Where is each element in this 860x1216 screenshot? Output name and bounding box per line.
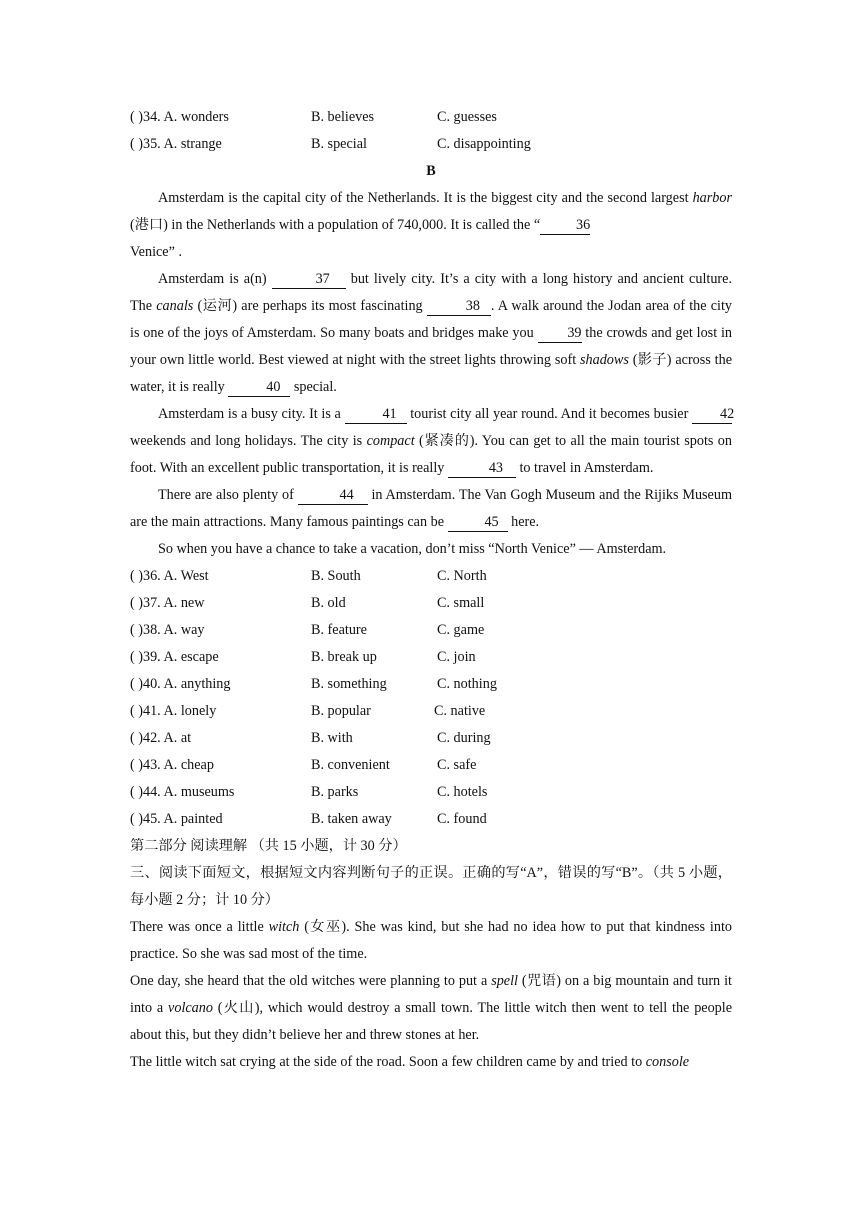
question-stem: ( )41. A. lonely: [130, 703, 217, 719]
text: the crowds and get lost in your own little world. Best viewed at night with the street lights throwing soft: [130, 325, 732, 368]
italic-term: console: [645, 1054, 690, 1070]
blank-45: 45: [448, 513, 508, 532]
italic-term: canals: [156, 298, 194, 314]
question-stem: ( )37. A. new: [130, 595, 205, 611]
option-c: C. found: [437, 811, 487, 827]
italic-term: spell: [491, 973, 518, 989]
option-b: B. South: [311, 568, 361, 584]
text: (紧凑的). You can get to all the main tourist spots on foot. With an excellent public transportation, it is really: [130, 433, 732, 476]
mc-options-part2: [130, 563, 732, 833]
option-c: C. during: [437, 730, 491, 746]
option-c: C. safe: [437, 757, 477, 773]
italic-term: shadows: [580, 352, 629, 368]
question-stem: ( )43. A. cheap: [130, 757, 214, 773]
question-38: [130, 617, 732, 644]
option-b: B. special: [311, 136, 367, 152]
instruction-text: 三、阅读下面短文，根据短文内容判断句子的正误。正确的写“A”，错误的写“B”。（共 5 小题，每小题 2 分；计 10 分）: [130, 865, 732, 908]
part-two-title: 第二部分 阅读理解 （共 15 小题，计 30 分）: [130, 838, 407, 854]
passage-paragraph-1: [130, 185, 732, 266]
blank-39: 39: [538, 324, 582, 343]
option-c: C. native: [434, 703, 486, 719]
text: Amsterdam is the capital city of the Netherlands. It is the biggest city and the second largest: [158, 190, 693, 206]
option-c: C. nothing: [437, 676, 497, 692]
text: to travel in Amsterdam.: [515, 460, 654, 476]
question-42: [130, 725, 732, 752]
question-34: [130, 104, 732, 131]
text: but lively city. It’s a city with a long history and ancient culture. The: [130, 271, 732, 314]
reading-story: [130, 914, 732, 1076]
passage-paragraph-3: [130, 401, 735, 482]
text: (女巫). She was kind, but she had no idea how to put that kindness into practice. So she was sad most of the time.: [130, 919, 732, 962]
option-c: C. disappointing: [437, 136, 531, 152]
question-40: [130, 671, 732, 698]
text: here.: [507, 514, 540, 530]
option-b: B. convenient: [311, 757, 390, 773]
section-b-heading: B: [426, 163, 436, 179]
question-43: [130, 752, 732, 779]
option-b: B. feature: [311, 622, 367, 638]
question-39: [130, 644, 732, 671]
question-45: [130, 806, 732, 833]
question-stem: ( )38. A. way: [130, 622, 205, 638]
question-36: [130, 563, 732, 590]
question-stem: ( )45. A. painted: [130, 811, 223, 827]
question-35: [130, 131, 732, 158]
text: (火山), which would destroy a small town. The little witch then went to tell the people about this, but they didn’t believe her and threw stones at her.: [130, 1000, 733, 1043]
text: The little witch sat crying at the side of the road. Soon a few children came by and tried to: [130, 1054, 646, 1070]
option-b: B. taken away: [311, 811, 392, 827]
text: weekends and long holidays. The city is: [130, 433, 367, 449]
blank-41: 41: [345, 405, 407, 424]
text: tourist city all year round. And it becomes busier: [406, 406, 692, 422]
italic-term: harbor: [692, 190, 732, 206]
passage-paragraph-5: So when you have a chance to take a vacation, don’t miss “North Venice” — Amsterdam.: [158, 541, 667, 557]
option-c: C. North: [437, 568, 487, 584]
question-stem: ( )44. A. museums: [130, 784, 235, 800]
italic-term: witch: [268, 919, 300, 935]
blank-38: 38: [427, 297, 491, 316]
question-stem: ( )39. A. escape: [130, 649, 219, 665]
option-b: B. popular: [311, 703, 371, 719]
text: (影子) across the water, it is really: [130, 352, 732, 395]
text: Amsterdam is a busy city. It is a: [158, 406, 345, 422]
option-b: B. believes: [311, 109, 375, 125]
option-b: B. old: [311, 595, 346, 611]
question-44: [130, 779, 732, 806]
text: in Amsterdam. The Van Gogh Museum and the Rijiks Museum are the main attractions. Many famous paintings can be: [130, 487, 732, 530]
text: (运河) are perhaps its most fascinating: [193, 298, 427, 314]
passage-paragraph-4: [130, 482, 732, 536]
option-b: B. parks: [311, 784, 359, 800]
option-c: C. game: [437, 622, 485, 638]
blank-40: 40: [228, 378, 290, 397]
italic-term: compact: [366, 433, 415, 449]
option-c: C. small: [437, 595, 485, 611]
cloze-passage: [130, 185, 735, 563]
question-41: [130, 698, 732, 725]
text: One day, she heard that the old witches were planning to put a: [130, 973, 492, 989]
option-b: B. break up: [311, 649, 377, 665]
text: special.: [290, 379, 337, 395]
question-stem: ( )36. A. West: [130, 568, 209, 584]
mc-options-part1: [130, 104, 732, 158]
text: Venice” .: [130, 244, 182, 260]
question-stem: ( )34. A. wonders: [130, 109, 229, 125]
passage-paragraph-2: [130, 266, 732, 401]
question-stem: ( )40. A. anything: [130, 676, 231, 692]
question-stem: ( )35. A. strange: [130, 136, 222, 152]
blank-36: 36: [540, 216, 590, 235]
text: There are also plenty of: [158, 487, 298, 503]
story-paragraph-3: [130, 1049, 732, 1076]
story-paragraph-1: [130, 914, 732, 968]
text: There was once a little: [130, 919, 269, 935]
blank-37: 37: [272, 270, 346, 289]
text: (港口) in the Netherlands with a population of 740,000. It is called the “: [130, 217, 541, 233]
text: Amsterdam is a(n): [158, 271, 272, 287]
option-c: C. guesses: [437, 109, 497, 125]
blank-44: 44: [298, 486, 368, 505]
exam-page: [130, 104, 735, 1076]
story-paragraph-2: [130, 968, 732, 1049]
blank-42: 42: [692, 405, 732, 424]
option-c: C. join: [437, 649, 476, 665]
option-b: B. something: [311, 676, 387, 692]
question-37: [130, 590, 732, 617]
text: (咒语) on a big mountain and turn it into a: [130, 973, 732, 1016]
text: . A walk around the Jodan area of the city is one of the joys of Amsterdam. So many boats and bridges make you: [130, 298, 732, 341]
question-stem: ( )42. A. at: [130, 730, 192, 746]
blank-43: 43: [448, 459, 516, 478]
option-c: C. hotels: [437, 784, 488, 800]
option-b: B. with: [311, 730, 353, 746]
italic-term: volcano: [168, 1000, 213, 1016]
